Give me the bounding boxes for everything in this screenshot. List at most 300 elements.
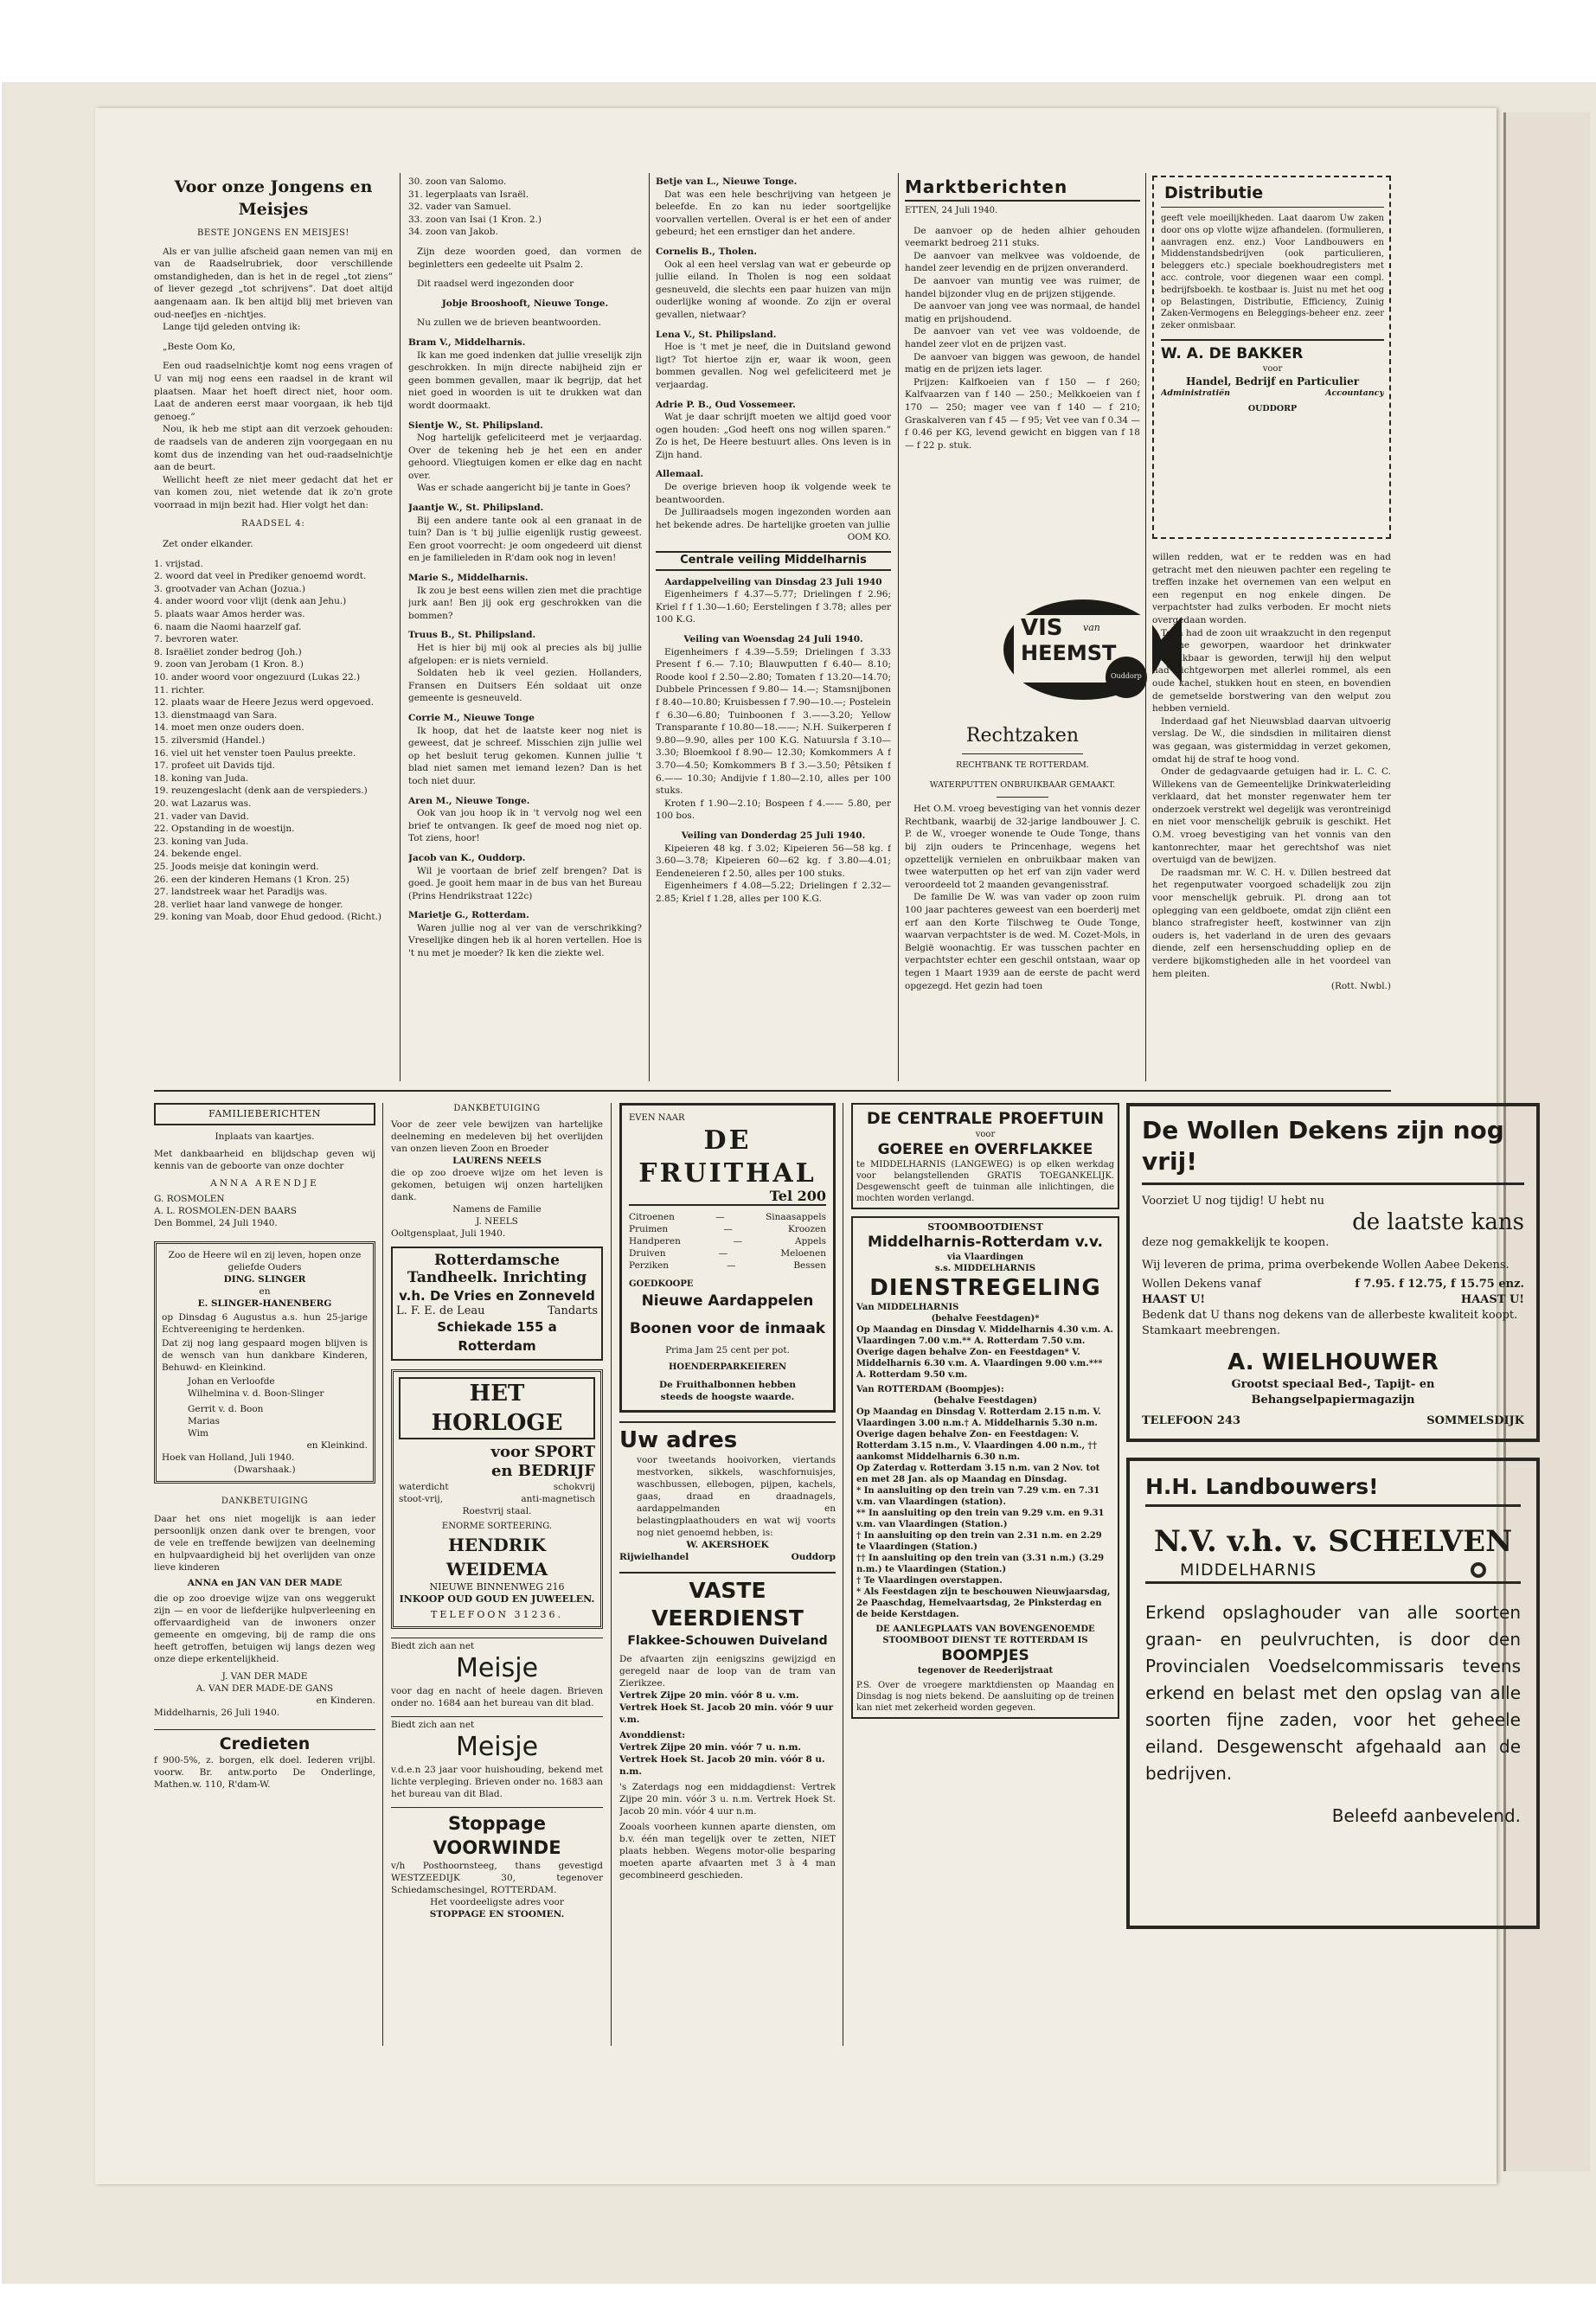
anniv-en: en: [259, 1286, 271, 1297]
ads-column-2: [391, 1103, 603, 2046]
distributie-place: OUDDORP: [1247, 403, 1298, 413]
riddle-item: 25. Joods meisje dat koningin werd.: [154, 861, 319, 872]
riddle-list-cont: [408, 176, 642, 239]
fruithal-bonnen: De Fruithalbonnen hebben: [658, 1380, 797, 1390]
uw-adres-title: Uw adres: [619, 1427, 738, 1453]
horloge-feature: anti-magnetisch: [521, 1494, 595, 1504]
auction-prices: Kipeieren 48 kg. f 3.02; Kipeieren 56—58 kg. f 3.60—3.78; Kipeieren 60—62 kg. f 3.80—4.01; Eendeneieren f 2.50, alles per 100 stuks.: [656, 843, 891, 879]
paragraph: Zijn deze woorden goed, dan vormen de beginletters een gedeelte uit Psalm 2.: [408, 246, 642, 270]
dank2-text: die op zoo droeve wijze om het leven is gekomen, betuigen wij onzen hartelijken dank.: [391, 1168, 603, 1202]
letter-reply: Nog hartelijk gefeliciteerd met je verjaardag. Over de tekening heb je het een en ander gehoord. Vliegtuigen komen er elke dag en nacht over.: [408, 433, 642, 481]
fam-place: Den Bommel, 24 Juli 1940.: [154, 1218, 278, 1228]
letter-reply: Ook al een heel verslag van wat er gebeurde op jullie eiland. In Tholen is nog een soldaat gesneuveld, die slechts een paar huizen van mijn ouderlijke woning af woonde. Zo zijn er overal gevallen, nietwaar?: [656, 259, 891, 320]
riddle-item: 14. moet men onze ouders doen.: [154, 722, 304, 734]
paragraph: De aanvoer van biggen was gewoon, de handel matig en de prijzen iets lager.: [905, 351, 1140, 375]
landbouwers-ad: [1126, 1458, 1540, 1929]
letter-addressee: Jacob van K., Ouddorp.: [408, 852, 526, 863]
veerdienst-text: De afvaarten zijn eenigszins gewijzigd en geregeld naar de loop van de tram van Zierikzee.: [619, 1654, 836, 1689]
schedule-line: Overige dagen behalve Zon- en Feestdagen: V. Rotterdam 3.15 n.m., V. Vlaardingen 4.00 n.m., †† aankomst Middelharnis 6.30 n.m.: [856, 1430, 1097, 1462]
schedule-boompjes: BOOMPJES: [941, 1647, 1029, 1664]
column-rule: [649, 173, 650, 1081]
proeftuin-ad: [851, 1103, 1119, 1209]
schedule-line: Op Zaterdag v. Rotterdam 3.15 n.m. van 2 Nov. tot en met 28 Jan. als op Maandag en Dinsdag.: [856, 1464, 1100, 1484]
stoppage-text: Het voordeeligste adres voor: [430, 1897, 564, 1907]
riddle-item: 28. verliet haar land vanwege de honger.: [154, 899, 343, 910]
paragraph: De aanvoer van vet vee was voldoende, de handel zeer vlot en de prijzen vast.: [905, 326, 1140, 349]
dank-sig: en Kinderen.: [316, 1695, 375, 1706]
recht-sub1: RECHTBANK TE ROTTERDAM.: [956, 760, 1089, 770]
wollen-dekens-ad: [1126, 1103, 1540, 1442]
vis-place: Ouddorp: [1111, 672, 1142, 680]
fruithal-ad: [619, 1103, 836, 1413]
paragraph: De familie De W. was van vader op zoon ruim 100 jaar pachteres geweest van een boerderij met erf aan den Korte Tilschweg te Oude Tonge, waarvan verpachtster is de wed. M. Cozet-Mols, in België woonachtig. Er was tusschen pachter en verpachtster echter een geschil ontstaan, waar op tegen 1 Maart 1939 aan de eerste de pacht werd opgezegd. Het gezin had toen: [905, 892, 1140, 991]
letter-reply: Dat was een hele beschrijving van hetgeen je beleefde. En zo kan nu ieder soortgelijke voorvallen vertellen. Overal is er het een of ander gebeurd; het een ernstiger dan het andere.: [656, 189, 891, 238]
uw-adres-place: Ouddorp: [791, 1552, 836, 1562]
veerdienst-text: Zooals voorheen kunnen aparte diensten, om b.v. één man tegelijk over te zetten, NIET plaats hebben. Wegens motor-olie besparing moeten aparte afvaarten met 3 à 4 man gecombineerd geschieden.: [619, 1822, 836, 1881]
dank2-place: Ooltgensplaat, Juli 1940.: [391, 1228, 506, 1239]
distributie-admin: Administratiën: [1161, 388, 1231, 398]
dank2-sig: J. NEELS: [476, 1216, 518, 1227]
markt-header: [905, 176, 1140, 202]
distributie-ad: [1152, 176, 1391, 539]
wollen-title: De Wollen Dekens zijn nog vrij!: [1142, 1115, 1524, 1185]
section-rule: [154, 1090, 1391, 1092]
auction-heading: Aardappelveiling van Dinsdag 23 Juli 1940: [664, 576, 882, 587]
horloge-feature: schokvrij: [553, 1482, 595, 1492]
riddle-item: 1. vrijstad.: [154, 558, 203, 569]
schedule-line: Op Maandag en Dinsdag V. Rotterdam 2.15 n.m. V. Vlaardingen 3.00 n.m.† A. Middelharnis 5.30 n.m.: [856, 1407, 1101, 1428]
anniv-text: Dat zij nog lang gespaard mogen blijven is de wensch van hun dankbare Kinderen, Behuwd- en Kleinkind.: [162, 1338, 368, 1373]
auction-heading: Veiling van Woensdag 24 Juli 1940.: [683, 634, 863, 644]
wollen-haast: HAAST U!: [1142, 1293, 1206, 1306]
column-rechtzaken-cont: [1152, 551, 1391, 1079]
anniv-place: (Dwarshaak.): [234, 1465, 296, 1475]
auction-heading: Veiling van Donderdag 25 Juli 1940.: [681, 830, 866, 841]
fruithal-list: [629, 1211, 826, 1272]
riddle-item: 29. koning van Moab, door Ehud gedood. (Richt.): [154, 912, 382, 923]
stoomboot-ad: [851, 1216, 1119, 1719]
schedule-footnote: * Als Feestdagen zijn te beschouwen Nieuwjaarsdag, 2e Paaschdag, Hemelvaartsdag, 2e Pinksterdag en de beide Kerstdagen.: [856, 1587, 1111, 1619]
letter-reply: Soldaten heb ik veel gezien. Hollanders, Fransen en Duitsers Eén soldaat uit onze gemeente is gesneuveld.: [408, 668, 642, 704]
meisje-text: v.d.e.n 23 jaar voor huishouding, bekend met lichte verpleging. Brieven onder no. 1683 aan het bureau van dit Blad.: [391, 1765, 603, 1799]
anniv-text: Zoo de Heere wil en zij leven, hopen onze geliefde Ouders: [168, 1250, 362, 1272]
paragraph: Onder de gedagvaarde getuigen had ir. L. C. C. Willekens van de Gemeentelijke Drinkwaterleiding verklaard, dat het monster regenwater hem ter onderzoek verstrekt wel degelijk was verontreinigd en niet voor menschelijk gebruik is geschikt. Het O.M. vroeg bevestiging van het vonnis van den kantonrechter, maar het gerechtshof was niet overtuigd van de bewijzen.: [1152, 766, 1391, 866]
column-rule: [1145, 173, 1146, 1081]
paragraph: De aanvoer van melkvee was voldoende, de handel zeer levendig en de prijzen onveranderd.: [905, 250, 1140, 274]
dank-sig: A. VAN DER MADE-DE GANS: [195, 1683, 334, 1694]
schedule-footnote: * In aansluiting op den trein van 7.29 v.m. en 7.31 v.m. van Vlaardingen (station).: [856, 1486, 1100, 1507]
dank2-title: DANKBETUIGING: [453, 1104, 541, 1113]
letter-addressee: Adrie P. B., Oud Vossemeer.: [656, 399, 796, 410]
schelven-sig: Beleefd aanbevelend.: [1331, 1805, 1521, 1826]
horloge-address: NIEUWE BINNENWEG 216: [429, 1581, 565, 1593]
riddle-item: 16. viel uit het venster toen Paulus preekte.: [154, 747, 356, 759]
riddle-item: 27. landstreek waar het Paradijs was.: [154, 887, 328, 898]
riddle-item: 5. plaats waar Amos herder was.: [154, 609, 305, 620]
letter-reply: Het is hier bij mij ook al precies als bij jullie afgelopen: er is niets vernield.: [408, 643, 642, 666]
fruithal-goedkoop: GOEDKOOPE: [629, 1279, 694, 1289]
dank-sig: J. VAN DER MADE: [221, 1671, 308, 1682]
letter-addressee: Jaantje W., St. Philipsland.: [408, 503, 544, 514]
horloge-inkoop: INKOOP OUD GOUD EN JUWEELEN.: [399, 1593, 595, 1605]
paragraph: De aanvoer van jong vee was normaal, de handel matig en prijshoudend.: [905, 301, 1140, 324]
wollen-prices: f 7.95. f 12.75, f 15.75 enz.: [1355, 1278, 1524, 1291]
markt-date: ETTEN, 24 Juli 1940.: [905, 206, 998, 215]
paragraph: Zet onder elkander.: [163, 539, 253, 550]
riddle-item: 6. naam die Naomi haarzelf gaf.: [154, 621, 302, 632]
dank-text: Daar het ons niet mogelijk is aan ieder persoonlijk onzen dank over te brengen, voor de vele en treffende bewijzen van deelneming en hulpvaardigheid bij het overlijden van onze lieve kinderen: [154, 1514, 375, 1573]
letter-addressee: Marietje G., Rotterdam.: [408, 910, 529, 921]
veiling-header: [656, 551, 891, 571]
stoomboot-ship: s.s. MIDDELHARNIS: [934, 1264, 1035, 1273]
column-rule: [898, 173, 899, 1081]
paragraph: Dit raadsel werd ingezonden door: [417, 279, 574, 290]
letter-reply: Ik zou je best eens willen zien met die prachtige jurk aan! Ben jij ook erg geschrokken van die bommen?: [408, 585, 642, 621]
horloge-tel: TELEFOON 31236.: [431, 1609, 563, 1620]
paragraph: Prijzen: Kalfkoeien van f 150 — f 260; Kalfvaarzen van f 140 — 250.; Melkkoeien van f 170 — 250; mager vee van f 140 — f 210; Graskalveren van f 45 — f 95; Vet vee van f 0.34 — f 0.46 per KG, levend gewicht en biggen van f 18 — f 22 p. stuk.: [905, 376, 1140, 451]
letter-reply: Was er schade aangericht bij je tante in Goes?: [417, 483, 631, 494]
schedule-note: (behalve Feestdagen): [933, 1396, 1037, 1406]
horloge-title: HET HORLOGE: [399, 1377, 595, 1439]
section-title-jongens: Voor onze Jongens en Meisjes: [174, 177, 373, 219]
distributie-line1: Handel, Bedrijf en Particulier: [1185, 375, 1360, 388]
veerdienst-sub: Flakkee-Schouwen Duiveland: [627, 1634, 828, 1648]
circle-icon: [1471, 1562, 1486, 1578]
wollen-text: deze nog gemakkelijk te koopen.: [1142, 1236, 1330, 1249]
stoomboot-via: via Vlaardingen: [946, 1253, 1024, 1262]
fruithal-jam: Prima Jam 25 cent per pot.: [665, 1345, 790, 1356]
tand-address: Schiekade 155 a Rotterdam: [437, 1319, 557, 1354]
fruithal-tel: Tel 200: [629, 1190, 826, 1206]
letter-addressee: Corrie M., Nieuwe Tonge: [408, 712, 535, 723]
distributie-voor: voor: [1262, 363, 1283, 374]
fam-sub: Inplaats van kaartjes.: [215, 1131, 315, 1142]
schedule-footnote: † In aansluiting op den trein van 2.31 n.m. en 2.29 te Vlaardingen (Station.): [856, 1531, 1102, 1552]
riddle-item: 23. koning van Juda.: [154, 836, 249, 847]
distributie-title: Distributie: [1164, 183, 1264, 202]
paragraph: Nou, ik heb me stipt aan dit verzoek gehouden: de raadsels van de anderen zijn voorgegaan en nu komt dus de inzending van het oud-raadselnichtje aan de beurt.: [154, 424, 393, 473]
letter-reply: De Julliraadsels mogen ingezonden worden aan het bekende adres. De hartelijke groeten van jullie: [656, 507, 891, 530]
heemst-word: HEEMST: [1021, 641, 1117, 665]
schedule-footnote: †† In aansluiting op den trein van (3.31 n.m.) (3.29 n.m.) te Vlaardingen (Station.): [856, 1554, 1105, 1574]
meisje-text: voor dag en nacht of heele dagen. Brieven onder no. 1684 aan het bureau van dit blad.: [391, 1686, 603, 1708]
riddle-item: 13. dienstmaagd van Sara.: [154, 709, 278, 721]
column-letters-2: [656, 176, 891, 1080]
dank-names: ANNA en JAN VAN DER MADE: [187, 1578, 343, 1588]
letter-reply: Ik kan me goed indenken dat jullie vreselijk zijn geschrokken. In mijn directe nabijheid zijn er geen bommen gevallen, maar ik begrijp, dat het niet goed in woorden is uit te drukken wat dan wordt doormaakt.: [408, 349, 642, 411]
dank-text: die op zoo droevige wijze van ons weggerukt zijn — en voor de liefderijke hulpverleening en offervaardigheid van de inwoners onzer gemeente en omgeving, bij de ramp die ons heeft getroffen, betuigen wij langs dezen weg onze diepe erkentelijkheid.: [154, 1593, 375, 1664]
wollen-shop: A. WIELHOUWER: [1227, 1349, 1439, 1375]
paragraph: De aanvoer van muntig vee was ruimer, de handel bijzonder vlug en de prijzen stijgende.: [905, 275, 1140, 299]
stoomboot-title: STOOMBOOTDIENST: [927, 1221, 1043, 1233]
riddle-item: 22. Opstanding in de woestijn.: [154, 824, 295, 835]
letter-reply: Waren jullie nog al ver van de verschrikking? Vreselijke dingen heb ik al horen vertellen. Hoe is 't nu met je moeder? Ik ken die ziekte wel.: [408, 922, 642, 959]
paragraph: Wellicht heeft ze niet meer gedacht dat het er van komen zou, niet wetende dat ik zo'n grote voorraad in mijn bezit had. Hier volgt het dan:: [154, 474, 393, 510]
riddle-item: 34. zoon van Jakob.: [408, 227, 498, 238]
letter-reply: Hoe is 't met je neef, die in Duitsland gewond ligt? Tot hiertoe zijn er, waar ik woon, geen bommen gevallen. Nog wel gefeliciteerd met je verjaardag.: [656, 342, 891, 390]
veerdienst-avond: Avonddienst:: [619, 1730, 686, 1740]
wollen-shop-sub: Grootst speciaal Bed-, Tapijt- en: [1231, 1378, 1435, 1391]
dank2-text: Voor de zeer vele bewijzen van hartelijke deelneming en medeleven bij het overlijden van onzen lieven Zoon en Broeder: [391, 1119, 603, 1154]
vis-van: van: [1083, 622, 1100, 633]
anniv-kid: Johan en Verloofde: [188, 1376, 275, 1387]
tand-l3: v.h. De Vries en Zonneveld: [399, 1288, 595, 1304]
greeting: BESTE JONGENS EN MEISJES!: [197, 228, 349, 238]
tand-l1: Rotterdamsche: [434, 1252, 560, 1269]
distributie-text: geeft vele moeilijkheden. Laat daarom Uw zaken door ons op vlotte wijze afhandelen. (formulieren, aanvragen enz. enz.) Voor Landbouwers en Middenstandsbedrijven (ook particulieren, beleggers etc.) speciale boekhoudregisters met acc. controle, voor diegenen waar een compl. bedrijfsboekh. te kostbaar is. Juist nu met het oog op Belastingen, Distributie, Efficiency, Zuinig Zaken-Vermogens en Beleggings-beheer enz. zeer zeker onmisbaar.: [1161, 214, 1384, 331]
wollen-shop-sub: Behangselpapiermagazijn: [1251, 1394, 1415, 1407]
veerdienst-time: Vertrek Hoek St. Jacob 20 min. vóór 8 u. n.m.: [619, 1754, 825, 1777]
riddle-item: 2. woord dat veel in Prediker genoemd wordt.: [154, 571, 367, 582]
fam-name: ANNA ARENDJE: [210, 1178, 319, 1189]
letter-addressee: Lena V., St. Philipsland.: [656, 329, 777, 340]
fruithal-bonnen: steeds de hoogste waarde.: [660, 1392, 795, 1402]
wollen-text: Wij leveren de prima, prima overbekende Wollen Aabee Dekens.: [1142, 1259, 1509, 1272]
fruit-row: Handperen — Appels: [629, 1236, 826, 1247]
riddle-item: 32. vader van Samuel.: [408, 202, 511, 213]
stoppage-text: v/h Posthoornsteeg, thans gevestigd WESTZEEDIJK 30, tegenover Schiedamschesingel, ROTTERDAM.: [391, 1861, 603, 1895]
letter-addressee: Marie S., Middelharnis.: [408, 573, 529, 584]
source: (Rott. Nwbl.): [1330, 981, 1391, 992]
schelven-place: MIDDELHARNIS: [1180, 1561, 1317, 1580]
horloge-sort: ENORME SORTEERING.: [441, 1522, 553, 1531]
riddle-item: 9. zoon van Jerobam (1 Kron. 8.): [154, 659, 304, 670]
schedule-footnote: ** In aansluiting op den trein van 9.29 v.m. en 9.31 v.m. van Vlaardingen (Station.): [856, 1509, 1105, 1529]
paragraph: Toen had de zoon uit wraakzucht in den regenput creoline geworpen, waardoor het drinkwater onbruikbaar is geworden, terwijl hij den welput had dichtgeworpen met allerlei rommel, als een oude kachel, stukken hout en steen, en bovendien de gemetselde borstwering van den welput zou hebben vernield.: [1152, 627, 1391, 715]
paragraph: Inderdaad gaf het Nieuwsblad daarvan uitvoerig verslag. De W., die sindsdien in militairen dienst was gegaan, was gistermiddag in verzet gekomen, omdat hij de straf te hoog vond.: [1152, 715, 1391, 765]
dank-title: DANKBETUIGING: [221, 1497, 309, 1506]
proeftuin-text: te MIDDELHARNIS (LANGEWEG) is op elken werkdag voor belangstellenden GRATIS TOEGANKELIJK. Desgewenscht geeft de tuinman alle inlichtingen, die mochten worden verlangd.: [856, 1160, 1114, 1203]
stoppage-title: Stoppage VOORWINDE: [433, 1813, 561, 1858]
letter-reply: Wat je daar schrijft moeten we altijd goed voor ogen houden: „God heeft ons nog willen sparen.” Zo is het, De Heere bestuurt alles. Ons leven is in Zijn hand.: [656, 412, 891, 460]
signature: OOM KO.: [847, 532, 891, 543]
uw-adres-text: voor tweetands hooivorken, viertands mestvorken, sikkels, waschfornuisjes, waschbussen, ellebogen, pijpen, kachels, gaas, draad en draadnagels, aardappelmanden en belastingplaathouders en wat wij voorts nog niet genoemd hebben, is:: [637, 1455, 836, 1538]
schedule-note: (behalve Feestdagen)*: [931, 1314, 1040, 1324]
recht-sub2: WATERPUTTEN ONBRUIKBAAR GEMAAKT.: [929, 779, 1116, 790]
anniv-text: op Dinsdag 6 Augustus a.s. hun 25-jarige Echtvereeniging te herdenken.: [162, 1312, 368, 1335]
veerdienst-time: Vertrek Zijpe 20 min. vóór 7 u. n.m.: [619, 1742, 802, 1753]
tandheelk-ad: [391, 1247, 603, 1361]
fruithal-boonen: Boonen voor de inmaak: [629, 1320, 826, 1337]
auction-prices: Eigenheimers f 4.37—5.77; Drielingen f 2.96; Kriel f f 1.30—1.60; Eerstelingen f 3.78; alles per 100 K.G.: [656, 589, 891, 625]
horloge-sub: en BEDRIJF: [490, 1462, 595, 1480]
schedule-line: Overige dagen behalve Zon- en Feestdagen* V. Middelharnis 6.30 v.m. A. Vlaardingen 9.00 v.m.*** A. Rotterdam 9.50 v.m.: [856, 1348, 1103, 1380]
riddle-item: 30. zoon van Salomo.: [408, 176, 507, 187]
riddle-item: 33. zoon van Isai (1 Kron. 2.): [408, 214, 542, 225]
auction-prices: Eigenheimers f 4.39—5.59; Drielingen f 3.33 Present f 6.— 7.10; Blauwputten f 6.40— 8.10; Roode kool f 2.50—2.80; Tomaten f 13.20—14.70; Dubbele Princessen f 9.80— 14.—; Stamsnijbonen f 8.40—10.80; Kruisbessen f 7.90—10.—; Postelein f 6.30—6.80; Tuinboonen f 3.——3.20; Yellow Transparante f 10.80—18.——; N.H. Suikerperen f 9.80—9.90, alles per 100 K.G. Natuursla f 3.10—3.30; Bloemkool f 8.90— 12.30; Komkommers A f 3.70—4.50; Komkommers B f 3.—3.50; Pêtsiken f 6.—— 10.30; Andijvie f 1.80—2.10, alles per 100 stuks.: [656, 646, 891, 797]
dienstregeling-title: DIENSTREGELING: [869, 1275, 1101, 1301]
fam-parent: A. L. ROSMOLEN-DEN BAARS: [154, 1206, 297, 1216]
dank2-sig: Namens de Familie: [452, 1204, 542, 1215]
riddle-item: 15. zilversmid (Handel.): [154, 734, 266, 746]
uw-adres-name: W. AKERSHOEK: [686, 1540, 769, 1550]
riddle-item: 26. een der kinderen Hemans (1 Kron. 25): [154, 874, 349, 885]
tand-dentist: L. F. E. de Leau: [396, 1304, 485, 1317]
riddle-item: 12. plaats waar de Heere Jezus werd opgevoed.: [154, 697, 375, 708]
riddle-item: 18. koning van Juda.: [154, 772, 249, 784]
paragraph: Als er van jullie afscheid gaan nemen van mij en van de Raadselrubriek, door verschillende omstandigheden, dan is het in de regel „tot ziens” of liever gezegd „tot schrijvens”. Dat doet altijd aangenaam aan. Ik ben altijd blij met brieven van oud-neefjes en -nichtjes.: [154, 246, 393, 320]
wollen-price-label: Wollen Dekens vanaf: [1142, 1278, 1261, 1291]
fam-header-box: [154, 1103, 375, 1125]
landbouwers-title: H.H. Landbouwers!: [1145, 1473, 1521, 1507]
anniv-kid: Wim: [188, 1428, 208, 1439]
wollen-kans: de laatste kans: [1352, 1209, 1524, 1235]
riddle-item: 31. legerplaats van Israël.: [408, 189, 529, 200]
newspaper-page: [95, 108, 1524, 2184]
meisje-title: Meisje: [455, 1732, 539, 1762]
auction-prices: Kroten f 1.90—2.10; Bospeen f 4.—— 5.80, per 100 bos.: [656, 798, 891, 822]
horloge-sub: voor SPORT: [490, 1443, 595, 1461]
fruit-row: Pruimen — Kroozen: [629, 1224, 826, 1234]
distributie-accountancy: Accountancy: [1325, 388, 1384, 398]
fruithal-eieren: HOENDERPARKEIEREN: [668, 1362, 787, 1372]
letter-addressee: Truus B., St. Philipsland.: [408, 630, 536, 641]
paragraph: Het O.M. vroeg bevestiging van het vonnis dezer Rechtbank, waarbij de 32-jarige landbouwer J. C. P. de W., vroeger wonende te Oude Tonge, thans bij zijn ouders te Princenhage, wegens het opzettelijk vernielen en onbruikbaar maken van twee waterputten op het erf van zijn vader werd veroordeeld tot 2 maanden gevangenisstraf.: [905, 804, 1140, 890]
schedule-dock: tegenover de Reederijstraat: [917, 1666, 1054, 1676]
veerdienst-title: VASTE VEERDIENST: [651, 1578, 804, 1631]
anniv-name: E. SLINGER-HANENBERG: [197, 1298, 332, 1309]
paragraph: Een oud raadselnichtje komt nog eens vragen of U van mij nog eens een raadsel in de krant wil plaatsen. Maar het hoeft direct niet, hoor oom. Laat de anderen eerst maar voorgaan, ik heb tijd genoeg.”: [154, 361, 393, 422]
paragraph: „Beste Oom Ko,: [163, 341, 235, 352]
meisje-intro: Biedt zich aan net: [391, 1641, 475, 1651]
recht-title: Rechtzaken: [965, 725, 1080, 747]
horloge-shop: HENDRIK WEIDEMA: [445, 1535, 548, 1580]
anniversary-ad: [154, 1241, 375, 1484]
markt-title: Marktberichten: [905, 176, 1068, 197]
anniv-kid: Wilhelmina v. d. Boon-Slinger: [188, 1388, 324, 1399]
riddle-item: 17. profeet uit Davids tijd.: [154, 760, 275, 772]
paragraph: De aanvoer op de heden alhier gehouden veemarkt bedroeg 211 stuks.: [905, 225, 1140, 249]
letter-addressee: Cornelis B., Tholen.: [656, 246, 758, 257]
fam-text: Met dankbaarheid en blijdschap geven wij kennis van de geboorte van onze dochter: [154, 1149, 375, 1171]
proeftuin-sub: GOEREE en OVERFLAKKEE: [877, 1141, 1093, 1158]
letter-addressee: Aren M., Nieuwe Tonge.: [408, 795, 530, 806]
schedule-dock: DE AANLEGPLAATS VAN BOVENGENOEMDE STOOMBOOT DIENST TE ROTTERDAM IS: [875, 1625, 1095, 1645]
anniv-place: Hoek van Holland, Juli 1940.: [162, 1452, 295, 1463]
tand-role: Tandarts: [548, 1304, 598, 1317]
stoomboot-route: Middelharnis-Rotterdam v.v.: [867, 1234, 1104, 1251]
letter-addressee: Betje van L., Nieuwe Tonge.: [656, 176, 798, 187]
paragraph: De raadsman mr. W. C. H. v. Dillen bestreed dat het regenputwater voorgoed schadelijk zou zijn voor menschelijk gebruik. Pl. drong aan tot oplegging van een geldboete, omdat zijn cliënt een blanco strafregister heeft, kostwinner van zijn ouders is, het vaderland in de uren des gevaars diende, zelf een hersenschudding opliep en de verdere bijkomstigheden alle in het voordeel van hem pleiten.: [1152, 867, 1391, 979]
meisje-ad-1: [391, 1638, 603, 1709]
letter-reply: Ik hoop, dat het de laatste keer nog niet is geweest, dat je schreef. Misschien zijn jullie wel op het besluit terug gekomen. Kunnen jullie 't blad niet samen met iemand lezen? Dan is het toch niet duur.: [408, 725, 642, 786]
proeftuin-title: DE CENTRALE PROEFTUIN: [866, 1109, 1105, 1128]
riddle-item: 3. grootvader van Achan (Jozua.): [154, 583, 305, 594]
schedule-from: Van ROTTERDAM (Boompjes):: [856, 1385, 1004, 1394]
anniv-name: DING. SLINGER: [223, 1274, 306, 1285]
fam-title: FAMILIEBERICHTEN: [208, 1108, 321, 1119]
schelven-name: N.V. v.h. v. SCHELVEN: [1153, 1524, 1513, 1559]
familieberichten-column: [154, 1103, 375, 2046]
riddle-item: 8. Israëliet zonder bedrog (Joh.): [154, 646, 302, 657]
riddle-item: 4. ander woord voor vlijt (denk aan Jehu.): [154, 596, 347, 607]
proeftuin-voor: voor: [975, 1130, 996, 1139]
fruithal-intro: EVEN NAAR: [629, 1113, 685, 1123]
auction-prices: Eigenheimers f 4.08—5.22; Drielingen f 2.32—2.85; Kriel f 1.28, alles per 100 K.G.: [656, 881, 891, 904]
riddle-list: [154, 558, 393, 924]
schedule-from: Van MIDDELHARNIS: [856, 1303, 959, 1312]
horloge-feature: stoot-vrij,: [399, 1494, 443, 1504]
fruit-row: Perziken — Bessen: [629, 1260, 826, 1271]
fruithal-title: DE FRUITHAL: [638, 1125, 817, 1189]
wollen-text: Voorziet U nog tijdig! U hebt nu: [1142, 1195, 1325, 1208]
meisje-intro: Biedt zich aan net: [391, 1720, 475, 1730]
horloge-feature: Roestvrij staal.: [462, 1506, 532, 1516]
wollen-haast: HAAST U!: [1460, 1293, 1524, 1306]
dank2-name: LAURENS NEELS: [452, 1156, 542, 1166]
column-letters-1: [408, 176, 642, 1080]
ads-column-4: [851, 1103, 1119, 2046]
column-rechtzaken: [905, 724, 1140, 1079]
schedule-ps: P.S. Over de vroegere marktdiensten op Maandag en Dinsdag is nog niets bekend. De aansluiting op de treinen kan niet met zekerheid worden gegeven.: [856, 1681, 1114, 1713]
column-rule: [611, 1103, 612, 2046]
paragraph: Nu zullen we de brieven beantwoorden.: [417, 317, 601, 329]
fam-parent: G. ROSMOLEN: [154, 1194, 225, 1204]
wollen-tel: TELEFOON 243: [1142, 1414, 1241, 1427]
letter-addressee: Sientje W., St. Philipsland.: [408, 420, 543, 431]
veerdienst-text: 's Zaterdags nog een middagdienst: Vertrek Zijpe 20 min. vóór 3 u. n.m. Vertrek Hoek St. Jacob 20 min. vóór 4 uur n.m.: [619, 1782, 836, 1817]
riddle-item: 11. richter.: [154, 684, 205, 695]
horloge-ad: [391, 1369, 603, 1629]
riddle-item: 20. wat Lazarus was.: [154, 798, 252, 809]
meisje-ad-2: [391, 1716, 603, 1800]
riddle-item: 24. bekende engel.: [154, 849, 242, 860]
fruit-row: Citroenen — Sinaasappels: [629, 1212, 826, 1222]
anniv-kid: Gerrit v. d. Boon: [188, 1404, 264, 1414]
letter-reply: De overige brieven hoop ik volgende week te beantwoorden.: [656, 482, 891, 505]
letter-reply: Ook van jou hoop ik in 't vervolg nog wel een brief te ontvangen. Ik geef de moed nog niet op. Tot ziens, hoor!: [408, 808, 642, 844]
anniv-kid: en Kleinkind.: [306, 1440, 368, 1451]
vis-word: VIS: [1021, 615, 1063, 641]
riddle-item: 7. bevroren water.: [154, 634, 239, 645]
column-rule: [400, 173, 401, 1081]
riddle-title: RAADSEL 4:: [241, 519, 305, 529]
fruit-row: Druiven — Meloenen: [629, 1248, 826, 1259]
horloge-feature: waterdicht: [399, 1482, 449, 1492]
tand-l2: Tandheelk. Inrichting: [407, 1269, 587, 1286]
wollen-place: SOMMELSDIJK: [1426, 1414, 1524, 1427]
schelven-text: Erkend opslaghouder van alle soorten graan- en peulvruchten, is door den Provincialen Voedselcommissaris tevens erkend en belast met den opslag van alle soorten fijne zaden, voor het geheele eiland. Desgewenscht afgehaald aan de bedrijven.: [1145, 1602, 1521, 1784]
paragraph: willen redden, wat er te redden was en had getracht met den nieuwen pachter een regeling te treffen inzake het overnemen van een welput en een regenput en nog enkele dingen. De verpachtster had zulks verboden. Er mocht niets overgedaan worden.: [1152, 552, 1391, 625]
veerdienst-time: Vertrek Hoek St. Jacob 20 min. vóór 9 uur v.m.: [619, 1702, 834, 1725]
credieten-title: Credieten: [219, 1734, 311, 1753]
paragraph: Lange tijd geleden ontving ik:: [163, 322, 301, 333]
letter-addressee: Allemaal.: [656, 469, 704, 480]
meisje-title: Meisje: [455, 1653, 539, 1683]
letter-reply: Bij een andere tante ook al een granaat in de tuin? Dan is 't bij jullie eigenlijk rustig geweest. Een groot voorrecht: je oom ongedeerd uit dienst en je familieleden in R'dam ook nog in leven!: [408, 515, 642, 564]
veiling-title: Centrale veiling Middelharnis: [680, 554, 867, 567]
riddle-item: 19. reuzengeslacht (denk aan de verspieders.): [154, 785, 368, 797]
dank-place: Middelharnis, 26 Juli 1940.: [154, 1708, 280, 1718]
veerdienst-ad: [619, 1572, 836, 1881]
schedule-line: Op Maandag en Dinsdag V. Middelharnis 4.30 v.m. A. Vlaardingen 7.00 v.m.** A. Rotterdam 7.50 v.m.: [856, 1325, 1113, 1346]
anniv-kid: Marias: [188, 1416, 221, 1426]
credieten-text: f 900-5%, z. borgen, elk doel. Iederen vrijbl. voorw. Br. antw.porto De Onderlinge, Mathen.w. 110, R'dam-W.: [154, 1755, 375, 1790]
uw-adres-ad: [619, 1421, 836, 1563]
letter-reply: Wil je voortaan de brief zelf brengen? Dat is goed. Je gooit hem maar in de bus van het Bureau (Prins Hendrikstraat 122c): [408, 865, 642, 901]
veerdienst-time: Vertrek Zijpe 20 min. vóór 8 u. v.m.: [619, 1690, 799, 1701]
distributie-name: W. A. DE BAKKER: [1161, 344, 1304, 362]
stoppage-ad: [391, 1807, 603, 1920]
ads-column-3: [619, 1103, 836, 2046]
uw-adres-trade: Rijwielhandel: [619, 1552, 689, 1562]
schedule-footnote: † Te Vlaardingen overstappen.: [856, 1576, 1003, 1586]
stoppage-text: STOPPAGE EN STOOMEN.: [429, 1909, 565, 1920]
column-rule: [382, 1103, 383, 2046]
column-jongens: [154, 108, 393, 1077]
paragraph: Jobje Brooshooft, Nieuwe Tonge.: [441, 298, 609, 309]
wollen-text: Bedenk dat U thans nog dekens van de allerbeste kwaliteit koopt. Stamkaart meebrengen.: [1142, 1309, 1518, 1337]
